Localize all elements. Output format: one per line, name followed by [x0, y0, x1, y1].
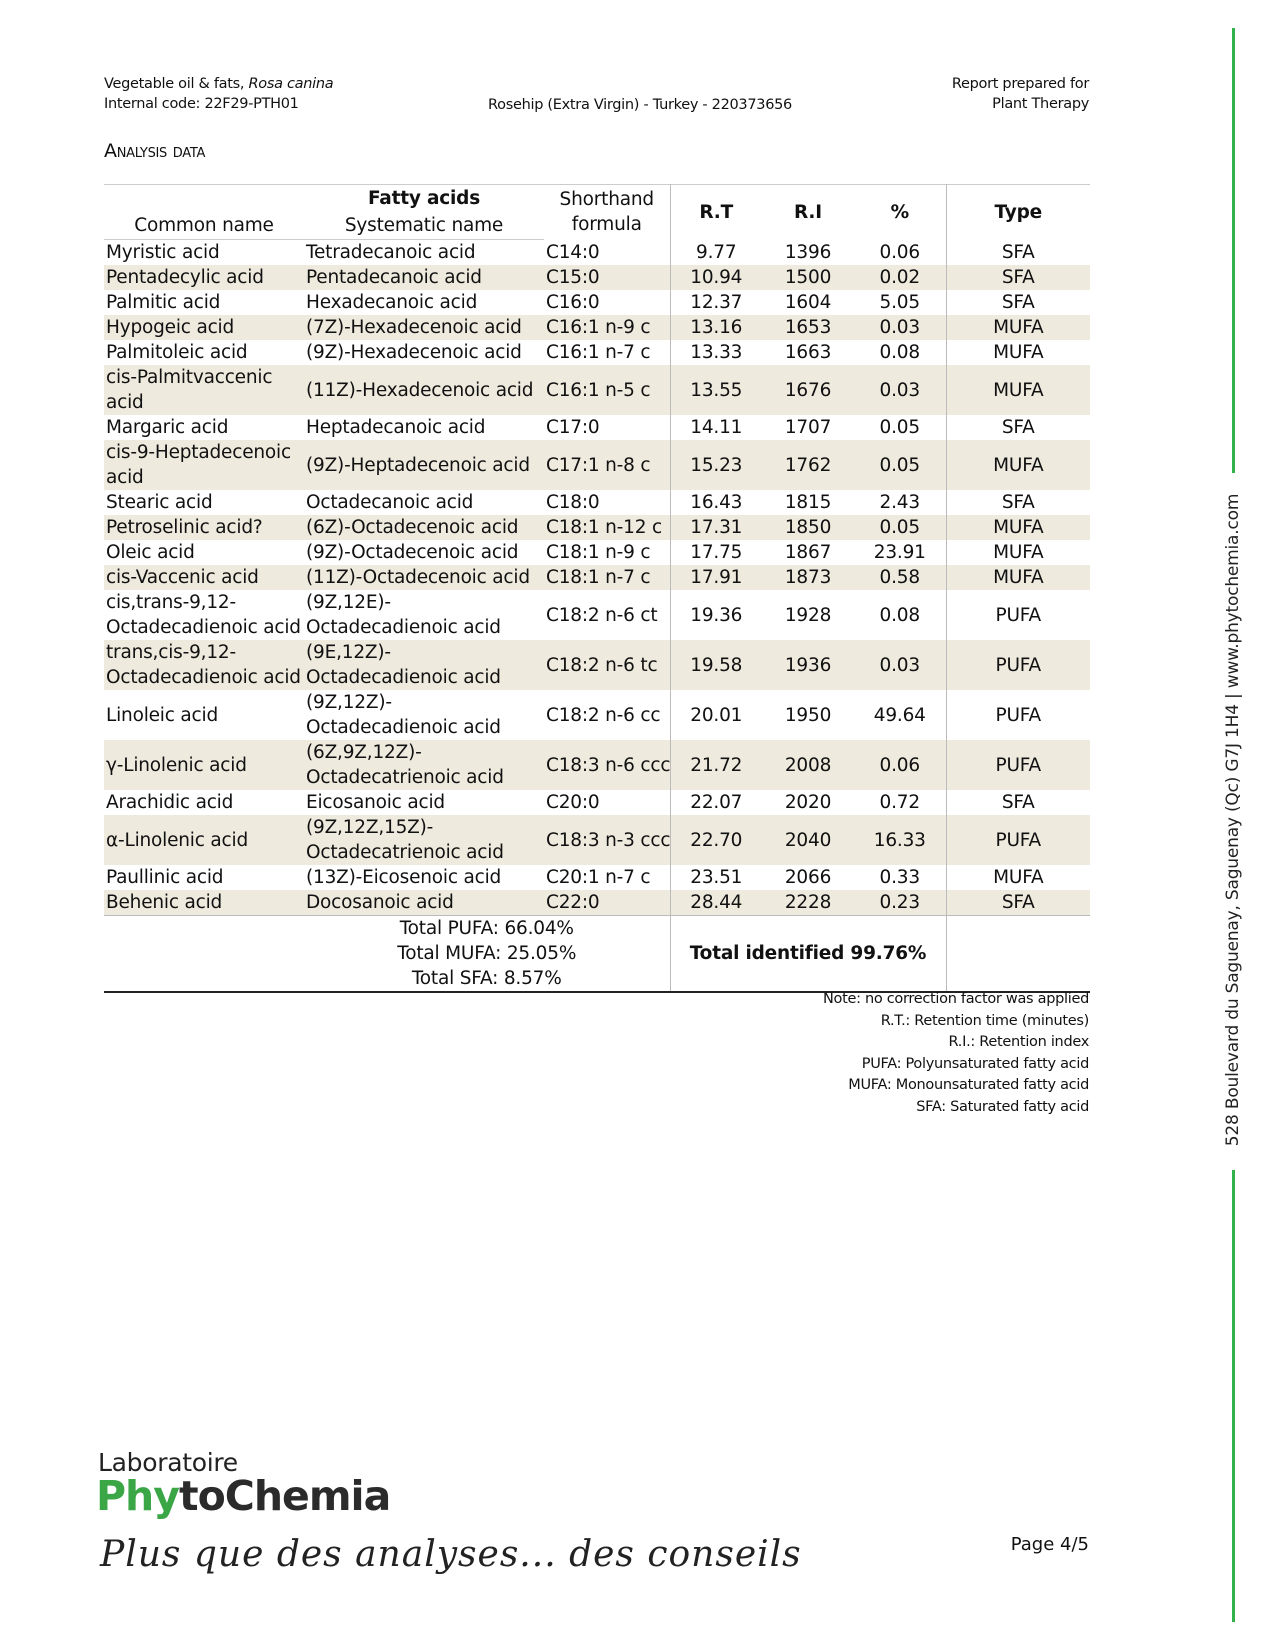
cell-rt: 21.72: [670, 740, 762, 790]
cell-systematic-name: (13Z)-Eicosenoic acid: [306, 867, 502, 888]
cell-common-name: Linoleic acid: [106, 704, 218, 726]
cell-ri: 1500: [762, 265, 854, 290]
cell-rt: 13.55: [670, 365, 762, 415]
header-species: Rosa canina: [248, 76, 334, 92]
cell-common-name: Oleic acid: [106, 542, 195, 563]
cell-ri: 1762: [762, 440, 854, 490]
side-accent-line: [1232, 1170, 1235, 1622]
cell-shorthand-formula: C16:1 n-5 c: [544, 365, 670, 415]
cell-systematic-name: Tetradecanoic acid: [306, 242, 476, 263]
cell-rt: 17.91: [670, 565, 762, 590]
cell-type: SFA: [1001, 241, 1035, 263]
cell-type: PUFA: [946, 640, 1090, 690]
cell-shorthand-formula: C20:1 n-7 c: [544, 865, 670, 890]
table-row: [104, 415, 1090, 440]
cell-ri: 1936: [762, 640, 854, 690]
cell-type: SFA: [1001, 792, 1035, 813]
cell-ri: 1396: [784, 241, 832, 263]
cell-common-name: cis,trans-9,12-Octadecadienoic acid: [106, 592, 301, 638]
cell-systematic-name: (9Z)-Octadecenoic acid: [306, 542, 519, 563]
table-row: [104, 290, 1090, 315]
cell-ri: 1873: [762, 565, 854, 590]
table-row: [104, 640, 1090, 690]
cell-ri: 1950: [784, 704, 832, 726]
header-internal-code: Internal code: 22F29-PTH01: [104, 96, 299, 112]
cell-percent: 49.64: [854, 690, 946, 740]
cell-type: SFA: [1001, 492, 1035, 513]
cell-common-name: α-Linolenic acid: [104, 815, 304, 865]
cell-ri: 2040: [762, 815, 854, 865]
cell-rt: 14.11: [690, 417, 743, 438]
cell-rt: 22.07: [690, 792, 743, 813]
col-header-percent: %: [854, 185, 946, 240]
totals-spacer: [104, 916, 304, 993]
table-row: [104, 790, 1090, 815]
cell-percent: 0.03: [854, 315, 946, 340]
header-left: [104, 74, 333, 114]
cell-percent: 23.91: [854, 540, 946, 565]
cell-shorthand-formula: C18:3 n-6 ccc: [544, 740, 670, 790]
table-row: [104, 440, 1090, 490]
cell-percent: 0.58: [854, 565, 946, 590]
table-row: [104, 340, 1090, 365]
cell-percent: 0.08: [854, 590, 946, 640]
cell-percent: 5.05: [854, 290, 946, 315]
table-row: [104, 265, 1090, 290]
note-line: PUFA: Polyunsaturated fatty acid: [861, 1055, 1089, 1072]
note-line: Note: no correction factor was applied: [822, 991, 1089, 1007]
cell-rt: 9.77: [696, 241, 737, 263]
cell-percent: 16.33: [854, 815, 946, 865]
totals-type-spacer: [946, 916, 1090, 993]
header-sample: Rosehip (Extra Virgin) - Turkey - 220373656: [488, 97, 792, 113]
cell-systematic-name: (11Z)-Hexadecenoic acid: [304, 365, 544, 415]
table-row: [104, 240, 1090, 266]
note-line: MUFA: Monounsaturated fatty acid: [848, 1077, 1089, 1094]
cell-type: PUFA: [946, 815, 1090, 865]
logo-laboratoire: Laboratoire: [98, 1448, 238, 1477]
cell-common-name: Pentadecylic acid: [104, 265, 304, 290]
table-row: [104, 865, 1090, 890]
cell-type: PUFA: [946, 740, 1090, 790]
cell-ri: 2008: [762, 740, 854, 790]
cell-rt: 19.36: [690, 604, 743, 626]
cell-ri: 1707: [784, 417, 832, 438]
cell-systematic-name: (11Z)-Octadecenoic acid: [304, 565, 544, 590]
cell-ri: 1676: [762, 365, 854, 415]
col-header-systematic: Systematic name: [304, 212, 544, 240]
totals-cell: [304, 916, 670, 993]
table-row: [104, 740, 1090, 790]
cell-common-name: Behenic acid: [104, 890, 304, 916]
table-row: [104, 690, 1090, 740]
cell-rt: 15.23: [670, 440, 762, 490]
table-row: [104, 565, 1090, 590]
cell-type: MUFA: [946, 440, 1090, 490]
cell-type: MUFA: [993, 342, 1044, 363]
table-row: [104, 540, 1090, 565]
cell-shorthand-formula: C17:0: [544, 415, 670, 440]
cell-type: SFA: [946, 890, 1090, 916]
cell-shorthand-formula: C18:3 n-3 ccc: [544, 815, 670, 865]
cell-shorthand-formula: C14:0: [544, 240, 670, 266]
cell-shorthand-formula: C18:2 n-6 tc: [544, 640, 670, 690]
header-right: [952, 74, 1089, 114]
cell-ri: 1604: [784, 292, 832, 313]
table-row: [104, 890, 1090, 916]
cell-shorthand-formula: C18:1 n-12 c: [544, 515, 670, 540]
cell-percent: 0.33: [854, 865, 946, 890]
cell-shorthand-formula: C16:0: [544, 290, 670, 315]
cell-systematic-name: (6Z,9Z,12Z)-Octadecatrienoic acid: [304, 740, 544, 790]
logo-phytochemia: PhytoChemia: [96, 1472, 391, 1520]
cell-shorthand-formula: C18:1 n-9 c: [544, 540, 670, 565]
cell-percent: 0.05: [854, 415, 946, 440]
cell-shorthand-formula: C22:0: [544, 890, 670, 916]
cell-systematic-name: (6Z)-Octadecenoic acid: [304, 515, 544, 540]
header-prepared-for: Report prepared for: [951, 76, 1089, 92]
table-row: [104, 590, 1090, 640]
cell-common-name: Margaric acid: [106, 417, 229, 438]
cell-shorthand-formula: C18:2 n-6 ct: [544, 590, 670, 640]
cell-systematic-name: Eicosanoic acid: [306, 792, 445, 813]
cell-type: SFA: [1001, 292, 1035, 313]
cell-ri: 1867: [784, 542, 832, 563]
cell-systematic-name: Pentadecanoic acid: [304, 265, 544, 290]
cell-type: MUFA: [946, 365, 1090, 415]
fatty-acid-table: [104, 184, 1090, 993]
cell-ri: 2066: [784, 867, 832, 888]
cell-common-name: Petroselinic acid?: [104, 515, 304, 540]
note-line: R.I.: Retention index: [948, 1034, 1089, 1051]
cell-rt: 17.75: [690, 542, 743, 563]
cell-systematic-name: Docosanoic acid: [304, 890, 544, 916]
table-row: [104, 315, 1090, 340]
side-address: 528 Boulevard du Saguenay, Saguenay (Qc) G7J 1H4 | www.phytochemia.com: [1223, 493, 1243, 1147]
cell-rt: 16.43: [690, 492, 743, 513]
cell-rt: 12.37: [690, 292, 743, 313]
cell-rt: 19.58: [670, 640, 762, 690]
table-row: [104, 365, 1090, 415]
cell-rt: 13.16: [670, 315, 762, 340]
note-line: R.T.: Retention time (minutes): [880, 1012, 1089, 1029]
cell-shorthand-formula: C18:1 n-7 c: [544, 565, 670, 590]
col-header-ri: R.I: [762, 185, 854, 240]
cell-common-name: cis-Palmitvaccenic acid: [104, 365, 304, 415]
cell-percent: 0.03: [854, 365, 946, 415]
col-header-type: Type: [946, 185, 1090, 240]
cell-systematic-name: Octadecanoic acid: [306, 492, 474, 513]
cell-common-name: Myristic acid: [106, 242, 220, 263]
cell-type: SFA: [946, 265, 1090, 290]
cell-systematic-name: Hexadecanoic acid: [306, 292, 478, 313]
cell-rt: 17.31: [670, 515, 762, 540]
cell-rt: 28.44: [670, 890, 762, 916]
cell-systematic-name: (9Z,12E)-Octadecadienoic acid: [306, 592, 501, 638]
cell-percent: 2.43: [854, 490, 946, 515]
fatty-acid-table-container: [104, 184, 1090, 993]
cell-systematic-name: (7Z)-Hexadecenoic acid: [304, 315, 544, 340]
cell-percent: 0.06: [854, 240, 946, 266]
total-sfa: Total SFA: 8.57%: [411, 968, 562, 989]
cell-rt: 20.01: [690, 704, 743, 726]
cell-common-name: Arachidic acid: [106, 792, 234, 813]
section-title: Analysis data: [104, 140, 206, 162]
cell-ri: 1928: [784, 604, 832, 626]
cell-shorthand-formula: C16:1 n-9 c: [544, 315, 670, 340]
cell-systematic-name: (9Z)-Hexadecenoic acid: [306, 342, 522, 363]
cell-common-name: Paullinic acid: [106, 867, 224, 888]
table-row: [104, 515, 1090, 540]
total-identified: Total identified 99.76%: [670, 916, 946, 993]
cell-percent: 0.05: [854, 440, 946, 490]
header-product-type: Vegetable oil & fats,: [104, 76, 245, 92]
cell-ri: 1653: [762, 315, 854, 340]
cell-systematic-name: (9Z)-Heptadecenoic acid: [304, 440, 544, 490]
cell-type: PUFA: [995, 604, 1041, 626]
cell-shorthand-formula: C16:1 n-7 c: [544, 340, 670, 365]
cell-type: MUFA: [946, 315, 1090, 340]
cell-common-name: cis-Vaccenic acid: [104, 565, 304, 590]
notes: [823, 989, 1089, 1119]
col-header-rt: R.T: [670, 185, 762, 240]
cell-rt: 22.70: [670, 815, 762, 865]
cell-percent: 0.03: [854, 640, 946, 690]
cell-systematic-name: (9Z,12Z)-Octadecadienoic acid: [306, 692, 501, 738]
cell-rt: 23.51: [690, 867, 743, 888]
cell-type: SFA: [1001, 417, 1035, 438]
col-header-shorthand: Shorthand formula: [544, 185, 670, 240]
cell-rt: 10.94: [670, 265, 762, 290]
cell-ri: 1663: [784, 342, 832, 363]
cell-common-name: Palmitoleic acid: [106, 342, 248, 363]
cell-ri: 1815: [784, 492, 832, 513]
cell-shorthand-formula: C18:2 n-6 cc: [544, 690, 670, 740]
cell-percent: 0.72: [854, 790, 946, 815]
cell-systematic-name: (9Z,12Z,15Z)-Octadecatrienoic acid: [304, 815, 544, 865]
cell-common-name: Hypogeic acid: [104, 315, 304, 340]
cell-common-name: Palmitic acid: [106, 292, 221, 313]
cell-ri: 2020: [784, 792, 832, 813]
total-pufa: Total PUFA: 66.04%: [399, 918, 574, 939]
table-row: [104, 815, 1090, 865]
cell-shorthand-formula: C20:0: [544, 790, 670, 815]
header-client: Plant Therapy: [992, 96, 1089, 112]
side-accent-line: [1232, 28, 1235, 473]
cell-ri: 2228: [762, 890, 854, 916]
cell-type: MUFA: [993, 867, 1044, 888]
note-line: SFA: Saturated fatty acid: [916, 1098, 1089, 1115]
cell-common-name: trans,cis-9,12-Octadecadienoic acid: [104, 640, 304, 690]
cell-shorthand-formula: C17:1 n-8 c: [544, 440, 670, 490]
cell-percent: 0.08: [854, 340, 946, 365]
cell-type: MUFA: [946, 515, 1090, 540]
cell-percent: 0.23: [854, 890, 946, 916]
col-header-common: Common name: [104, 212, 304, 240]
cell-common-name: Stearic acid: [106, 492, 213, 513]
cell-percent: 0.02: [854, 265, 946, 290]
cell-systematic-name: (9E,12Z)-Octadecadienoic acid: [304, 640, 544, 690]
cell-type: PUFA: [995, 704, 1041, 726]
cell-shorthand-formula: C15:0: [544, 265, 670, 290]
cell-systematic-name: Heptadecanoic acid: [306, 417, 486, 438]
cell-type: MUFA: [946, 565, 1090, 590]
cell-common-name: γ-Linolenic acid: [104, 740, 304, 790]
fatty-acids-group-header: Fatty acids: [304, 185, 544, 213]
table-body: [104, 240, 1090, 916]
cell-common-name: cis-9-Heptadecenoic acid: [104, 440, 304, 490]
logo-tagline: Plus que des analyses... des conseils: [100, 1534, 802, 1575]
page-number: Page 4/5: [1010, 1534, 1089, 1555]
total-mufa: Total MUFA: 25.05%: [397, 943, 577, 964]
cell-rt: 13.33: [690, 342, 743, 363]
table-row: [104, 490, 1090, 515]
cell-ri: 1850: [762, 515, 854, 540]
cell-percent: 0.05: [854, 515, 946, 540]
cell-shorthand-formula: C18:0: [544, 490, 670, 515]
cell-percent: 0.06: [854, 740, 946, 790]
cell-type: MUFA: [993, 542, 1044, 563]
